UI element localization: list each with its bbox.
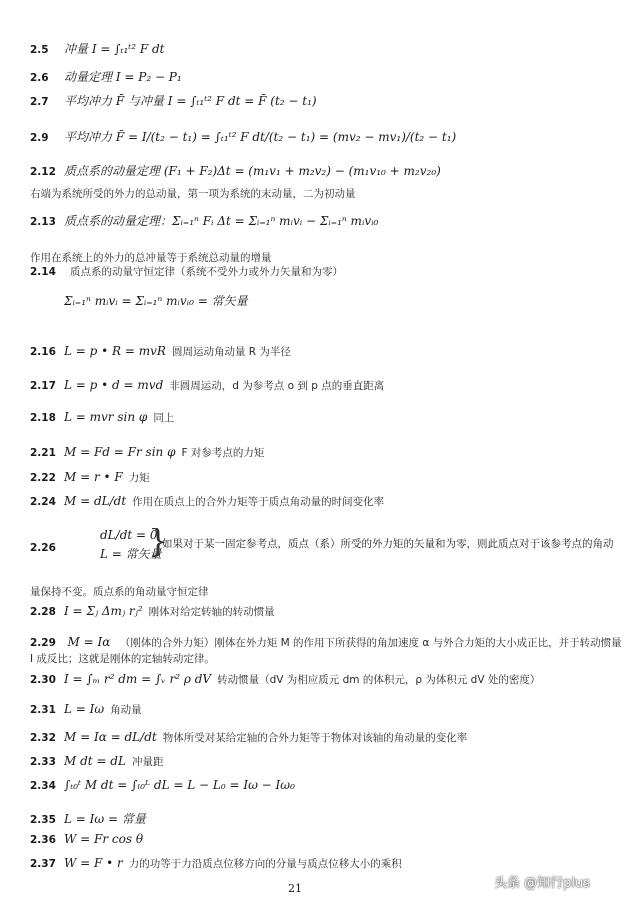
formula-equation: M = r • F — [64, 470, 123, 484]
formula-item — [30, 730, 626, 745]
formula-equation: dL/dt = 0 — [100, 528, 158, 542]
formula-equation: L = p • d = mvd — [64, 378, 164, 392]
formula-note: 刚体对给定转轴的转动惯量 — [148, 606, 275, 618]
formula-item — [30, 212, 626, 229]
formula-note: 作用在质点上的合外力矩等于质点角动量的时间变化率 — [132, 496, 385, 508]
formula-item — [30, 832, 626, 846]
formula-number: 2.5 — [30, 44, 49, 56]
formula-number: 2.13 — [30, 216, 56, 228]
brace-icon: } — [148, 528, 169, 560]
formula-equation: ∫ₜ₀ᵗ M dt = ∫ₗ₀ᴸ dL = L − L₀ = Iω − Iω₀ — [64, 778, 295, 792]
formula-item — [30, 128, 626, 145]
formula-number: 2.9 — [30, 132, 49, 144]
formula-equation: L = Iω — [64, 702, 105, 716]
formula-number: 2.29 — [30, 637, 56, 649]
formula-number: 2.14 — [30, 266, 56, 278]
formula-number: 2.16 — [30, 346, 56, 358]
formula-number: 2.33 — [30, 756, 56, 768]
formula-number: 2.35 — [30, 814, 56, 826]
formula-equation: I = Σⱼ Δmⱼ rⱼ² — [64, 604, 143, 618]
formula-equation: Σᵢ₌₁ⁿ mᵢvᵢ = Σᵢ₌₁ⁿ mᵢvᵢ₀ = 常矢量 — [64, 294, 248, 308]
formula-number: 2.7 — [30, 96, 49, 108]
formula-number: 2.31 — [30, 704, 56, 716]
formula-number: 2.18 — [30, 412, 56, 424]
formula-note: 如果对于某一固定参考点，质点（系）所受的外力矩的矢量和为零，则此质点对于该参考点的角动 — [162, 538, 614, 550]
formula-equation: I = ∫ₘ r² dm = ∫ᵥ r² ρ dV — [64, 672, 212, 686]
formula-note: 非圆周运动，d 为参考点 o 到 p 点的垂直距离 — [169, 380, 385, 392]
formula-number: 2.34 — [30, 780, 56, 792]
formula-equation: 平均冲力 F̄ = I/(t₂ − t₁) = ∫ₜ₁ᵗ² F dt/(t₂ − t₁) = (mv₂ − mv₁)/(t₂ − t₁) — [64, 130, 457, 144]
formula-equation: M = Iα — [67, 635, 111, 649]
formula-note: 力的功等于力沿质点位移方向的分量与质点位移大小的乘积 — [128, 858, 402, 870]
text-line — [30, 250, 626, 265]
formula-equation: M = Iα = dL/dt — [64, 730, 157, 744]
formula-number: 2.26 — [30, 542, 56, 554]
formula-equation: L = 常矢量 — [100, 547, 162, 561]
formula-item — [30, 344, 626, 359]
text-line — [30, 584, 626, 599]
formula-item — [30, 778, 626, 792]
formula-item — [30, 378, 626, 393]
formula-equation: 平均冲力 F̄ 与冲量 I = ∫ₜ₁ᵗ² F dt = F̄ (t₂ − t₁) — [64, 94, 317, 108]
formula-note: 质点系的动量守恒定律（系统不受外力或外力矢量和为零） — [70, 266, 343, 278]
formula-equation: L = mvr sin φ — [64, 410, 148, 424]
formula-equation: L = p • R = mvR — [64, 344, 166, 358]
formula-equation: L = Iω = 常量 — [64, 812, 146, 826]
formula-number: 2.22 — [30, 472, 56, 484]
formula-note: 角动量 — [110, 704, 142, 716]
formula-number: 2.30 — [30, 674, 56, 686]
formula-number: 2.28 — [30, 606, 56, 618]
body-text: 量保持不变。质点系的角动量守恒定律 — [30, 586, 209, 598]
formula-item — [30, 754, 626, 769]
body-text: 作用在系统上的外力的总冲量等于系统总动量的增量 — [30, 252, 272, 264]
formula-item — [30, 292, 626, 309]
formula-note: 转动惯量（dV 为相应质元 dm 的体积元，ρ 为体积元 dV 处的密度） — [217, 674, 541, 686]
formula-item — [30, 810, 626, 827]
formula-note: 力矩 — [128, 472, 150, 484]
formula-number: 2.17 — [30, 380, 56, 392]
watermark: 头条 @知行plus — [494, 876, 591, 891]
page-number: 21 — [288, 882, 302, 895]
formula-item — [30, 445, 626, 460]
formula-item — [30, 92, 626, 109]
formula-equation: W = F • r — [64, 856, 123, 870]
formula-item — [30, 470, 626, 485]
formula-item — [30, 702, 626, 717]
formula-item-2-26 — [30, 528, 626, 574]
formula-equation: 冲量 I = ∫ₜ₁ᵗ² F dt — [64, 42, 165, 56]
formula-note: （刚体的合外力矩）刚体在外力矩 M 的作用下所获得的角加速度 α 与外合力矩的大小成正比，并于转动惯量 I 成反比；这就是刚体的定轴转动定律。 — [30, 637, 622, 665]
formula-number: 2.32 — [30, 732, 56, 744]
formula-number: 2.21 — [30, 447, 56, 459]
formula-item — [30, 672, 626, 687]
formula-note: 物体所受对某给定轴的合外力矩等于物体对该轴的角动量的变化率 — [162, 732, 468, 744]
formula-number: 2.6 — [30, 72, 49, 84]
formula-item — [30, 68, 626, 85]
formula-item — [30, 264, 626, 279]
formula-note: 同上 — [153, 412, 175, 424]
formula-item-2-29 — [30, 634, 626, 667]
formula-item — [30, 162, 626, 179]
body-text: 右端为系统所受的外力的总动量，第一项为系统的末动量，二为初动量 — [30, 188, 356, 200]
formula-number: 2.12 — [30, 166, 56, 178]
formula-number: 2.24 — [30, 496, 56, 508]
formula-item — [30, 856, 626, 871]
formula-note: F 对参考点的力矩 — [181, 447, 265, 459]
formula-equation: 质点系的动量定理：Σᵢ₌₁ⁿ Fᵢ Δt = Σᵢ₌₁ⁿ mᵢvᵢ − Σᵢ₌₁ⁿ mᵢvᵢ₀ — [64, 214, 379, 228]
formula-equation: M dt = dL — [64, 754, 126, 768]
formula-note: 圆周运动角动量 R 为半径 — [171, 346, 291, 358]
formula-equation: W = Fr cos θ — [64, 832, 144, 846]
formula-equation: 动量定理 I = P₂ − P₁ — [64, 70, 182, 84]
formula-equation: M = Fd = Fr sin φ — [64, 445, 176, 459]
formula-number: 2.36 — [30, 834, 56, 846]
formula-item — [30, 410, 626, 425]
formula-number: 2.37 — [30, 858, 56, 870]
formula-equation: 质点系的动量定理 (F₁ + F₂)Δt = (m₁v₁ + m₂v₂) − (m₁v₁₀ + m₂v₂₀) — [64, 164, 441, 178]
text-line — [30, 186, 626, 201]
formula-item — [30, 40, 626, 57]
formula-item — [30, 494, 626, 509]
formula-note: 冲量距 — [131, 756, 164, 768]
formula-item — [30, 604, 626, 619]
formula-equation: M = dL/dt — [64, 494, 127, 508]
